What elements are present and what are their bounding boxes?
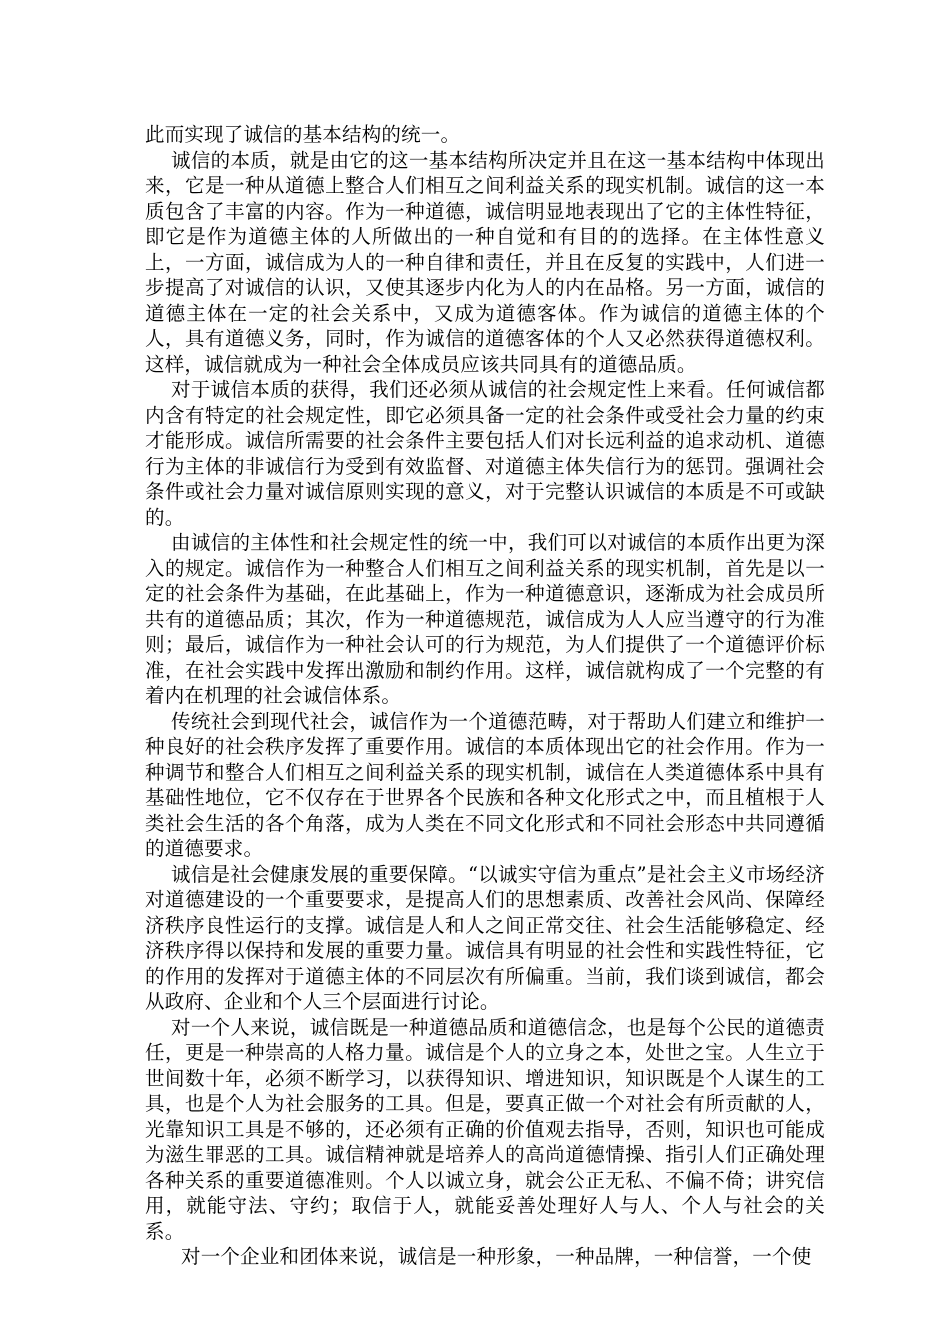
paragraph-1: 此而实现了诚信的基本结构的统一。 [145, 123, 461, 146]
paragraph-3: 对于诚信本质的获得，我们还必须从诚信的社会规定性上来看。任何诚信都内含有特定的社会规定性，即它必须具备一定的社会条件或受社会力量的约束才能形成。诚信所需要的社会条件主要包括人们对长远利益的追求动机、道德行为主体的非诚信行为受到有效监督、对道德主体失信行为的惩罚。强调社会条件或社会力量对诚信原则实现的意义，对于完整认识诚信的本质是不可或缺的。 [145, 378, 825, 529]
paragraph-4: 由诚信的主体性和社会规定性的统一中，我们可以对诚信的本质作出更为深入的规定。诚信作为一种整合人们相互之间利益关系的现实机制，首先是以一定的社会条件为基础，在此基础上，作为一种道德意识，逐渐成为社会成员所共有的道德品质；其次，作为一种道德规范，诚信成为人人应当遵守的行为准则；最后，诚信作为一种社会认可的行为规范，为人们提供了一个道德评价标准，在社会实践中发挥出激励和制约作用。这样，诚信就构成了一个完整的有着内在机理的社会诚信体系。 [145, 531, 825, 707]
paragraph-8: 对一个企业和团体来说，诚信是一种形象，一种品牌，一种信誉，一个使 [181, 1245, 812, 1268]
document-page [145, 122, 825, 1270]
paragraph-5: 传统社会到现代社会，诚信作为一个道德范畴，对于帮助人们建立和维护一种良好的社会秩序发挥了重要作用。诚信的本质体现出它的社会作用。作为一种调节和整合人们相互之间利益关系的现实机制，诚信在人类道德体系中具有基础性地位，它不仅存在于世界各个民族和各种文化形式之中，而且植根于人类社会生活的各个角落，成为人类在不同文化形式和不同社会形态中共同遵循的道德要求。 [145, 709, 825, 860]
paragraph-2: 诚信的本质，就是由它的这一基本结构所决定并且在这一基本结构中体现出来，它是一种从道德上整合人们相互之间利益关系的现实机制。诚信的这一本质包含了丰富的内容。作为一种道德，诚信明显地表现出了它的主体性特征，即它是作为道德主体的人所做出的一种自觉和有目的的选择。在主体性意义上，一方面，诚信成为人的一种自律和责任，并且在反复的实践中，人们进一步提高了对诚信的认识，又使其逐步内化为人的内在品格。另一方面，诚信的道德主体在一定的社会关系中，又成为道德客体。作为诚信的道德主体的个人，具有道德义务，同时，作为诚信的道德客体的个人又必然获得道德权利。这样，诚信就成为一种社会全体成员应该共同具有的道德品质。 [145, 148, 825, 376]
paragraph-6: 诚信是社会健康发展的重要保障。“以诚实守信为重点”是社会主义市场经济对道德建设的一个重要要求，是提高人们的思想素质、改善社会风尚、保障经济秩序良性运行的支撑。诚信是人和人之间正常交往、社会生活能够稳定、经济秩序得以保持和发展的重要力量。诚信具有明显的社会性和实践性特征，它的作用的发挥对于道德主体的不同层次有所偏重。当前，我们谈到诚信，都会从政府、企业和个人三个层面进行讨论。 [145, 862, 825, 1013]
paragraph-7: 对一个人来说，诚信既是一种道德品质和道德信念，也是每个公民的道德责任，更是一种崇高的人格力量。诚信是个人的立身之本，处世之宝。人生立于世间数十年，必须不断学习，以获得知识、增进知识，知识既是个人谋生的工具，也是个人为社会服务的工具。但是，要真正做一个对社会有所贡献的人，光靠知识工具是不够的，还必须有正确的价值观去指导，否则，知识也可能成为滋生罪恶的工具。诚信精神就是培养人的高尚道德情操、指引人们正确处理各种关系的重要道德准则。个人以诚立身，就会公正无私、不偏不倚；讲究信用，就能守法、守约；取信于人，就能妥善处理好人与人、个人与社会的关系。 [145, 1015, 825, 1243]
